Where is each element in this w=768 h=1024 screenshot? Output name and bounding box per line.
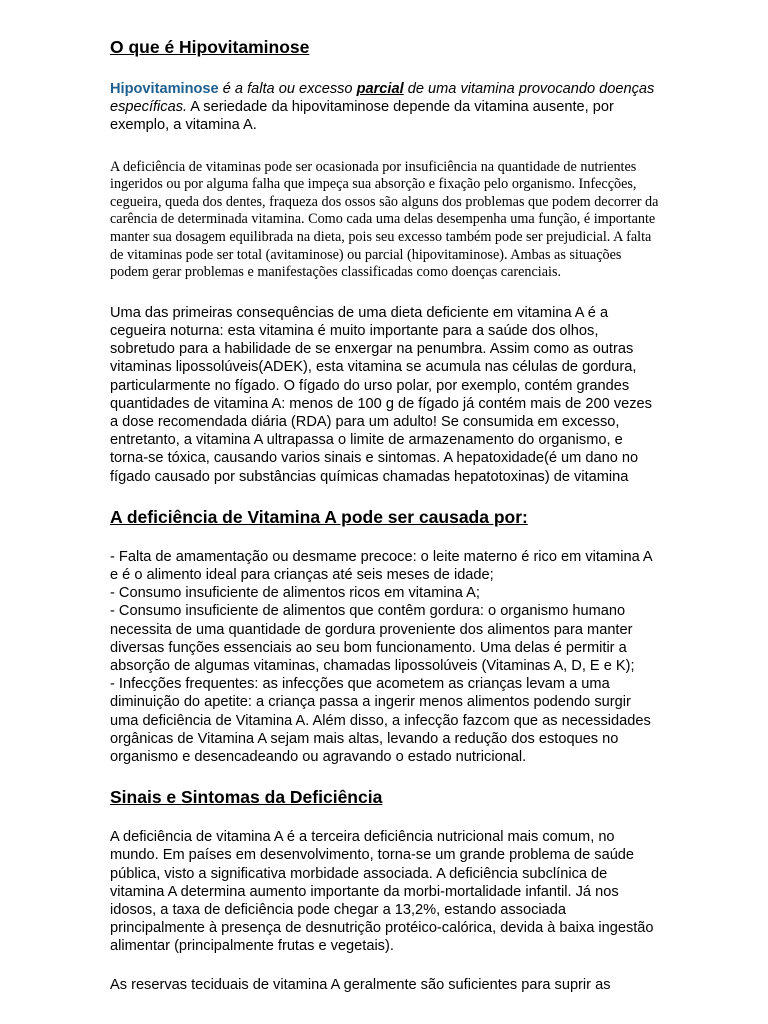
page-title: O que é Hipovitaminose [110,37,310,57]
symptoms-heading: Sinais e Sintomas da Deficiência [110,787,383,808]
intro-term: Hipovitaminose [110,81,219,97]
intro-emphasis: parcial [356,81,404,97]
intro-italic-a: é a falta ou excesso [218,81,357,97]
causes-heading: A deficiência de Vitamina A pode ser causada por: [110,506,528,527]
vitamin-a-paragraph: Uma das primeiras consequências de uma dieta deficiente em vitamina A é a cegueira noturna: esta vitamina é muito importante para a saúde dos olhos, sobretudo para a habilidade de se enxergar na penumbra. Assim como as outras vitaminas lipossolúveis(ADEK), esta vitamina se acumula nas células de gordura, particularmente no fígado. O fígado do urso polar, por exemplo, contém grandes quantidades de vitamina A: menos de 100 g de fígado já contém mais de 200 vezes a dose recomendada diária (RDA) para um adulto! Se consumida em excesso, entretanto, a vitamina A ultrapassa o limite de armazenamento do organismo, e torna-se tóxica, causando varios sinais e sintomas. A hepatoxidade(é um dano no fígado causado por substâncias químicas chamadas hepatotoxinas) de vitamina [110,304,652,485]
intro-paragraph [110,80,660,135]
list-item: - Falta de amamentação ou desmame precoce: o leite materno é rico em vitamina A e é o alimento ideal para crianças até seis meses de idade; [110,548,652,583]
list-item: - Infecções frequentes: as infecções que acometem as crianças levam a uma diminuição do apetite: a criança passa a ingerir menos alimentos podendo surgir uma deficiência de Vitamina A. Além disso, a infecção fazcom que as necessidades orgânicas de Vitamina A sejam mais altas, levando a redução dos estoques no organismo e desencadeando ou agravando o estado nutricional. [110,676,651,766]
list-item: - Consumo insuficiente de alimentos que contêm gordura: o organismo humano necessita de uma quantidade de gordura proveniente dos alimentos para manter diversas funções essenciais ao seu bom funcionamento. Uma delas é permitir a absorção de algumas vitaminas, chamadas lipossolúveis (Vitaminas A, D, E e K); [110,603,635,675]
intro-rest: A seriedade da hipovitaminose depende da vitamina ausente, por exemplo, a vitamina A. [110,99,614,134]
serif-paragraph: A deficiência de vitaminas pode ser ocasionada por insuficiência na quantidade de nutrientes ingeridos ou por alguma falha que impeça sua absorção e fixação pelo organismo. Infecções, cegueira, queda dos dentes, fraqueza dos ossos são alguns dos problemas que podem decorrer da carência de determinada vitamina. Como cada uma delas desempenha uma função, é importante manter sua dosagem equilibrada na dieta, pois seu excesso também pode ser prejudicial. A falta de vitaminas pode ser total (avitaminose) ou parcial (hipovitaminose). Ambas as situações podem gerar problemas e manifestações classificadas como doenças carenciais. [110,158,659,281]
list-item: - Consumo insuficiente de alimentos ricos em vitamina A; [110,585,480,602]
intro-italic-b: de uma vitamina provocando doenças específicas. [110,81,655,116]
reserves-paragraph: As reservas teciduais de vitamina A geralmente são suficientes para suprir as [110,976,611,993]
causes-list [110,548,660,766]
symptoms-paragraph: A deficiência de vitamina A é a terceira deficiência nutricional mais comum, no mundo. Em países em desenvolvimento, torna-se um grande problema de saúde pública, visto a significativa morbidade associada. A deficiência subclínica de vitamina A determina aumento importante da morbi-mortalidade infantil. Já nos idosos, a taxa de deficiência pode chegar a 13,2%, estando associada principalmente à presença de desnutrição protéico-calórica, devida à baixa ingestão alimentar (principalmente frutas e vegetais). [110,829,654,955]
document-page [110,36,660,994]
